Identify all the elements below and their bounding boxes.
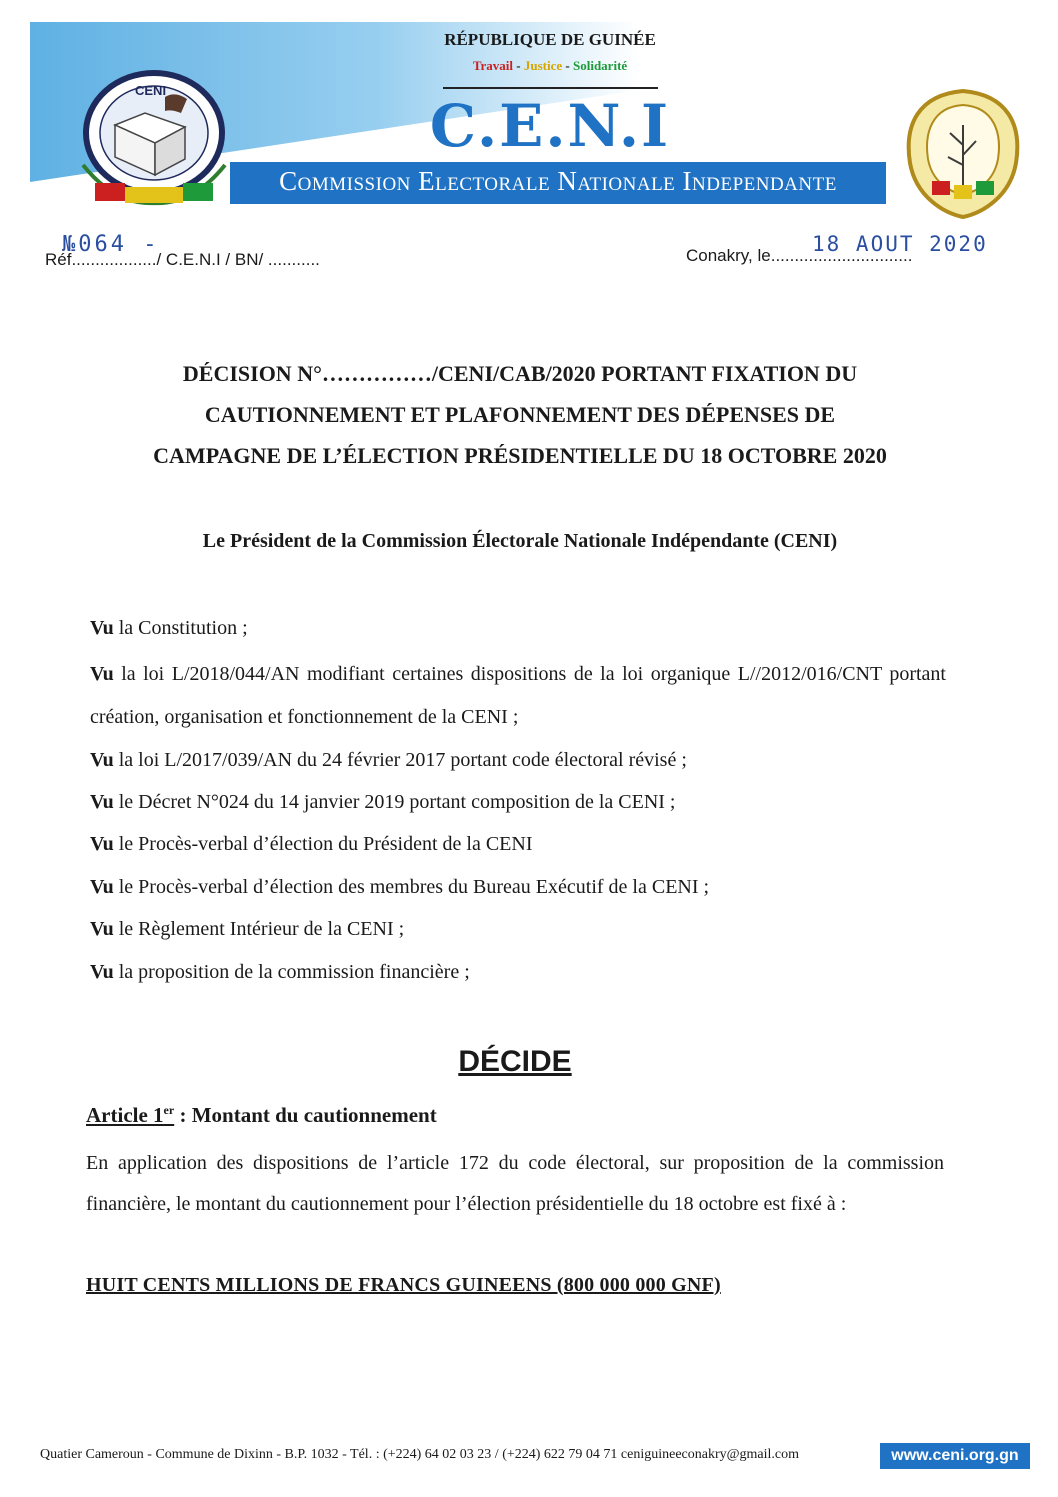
visa-pv-bureau: Vu le Procès-verbal d’élection des membres du Bureau Exécutif de la CENI ; xyxy=(90,876,710,898)
visa-decret: Vu le Décret N°024 du 14 janvier 2019 portant composition de la CENI ; xyxy=(90,791,676,813)
date-line: Conakry, le.............................. xyxy=(686,246,913,265)
president-heading: Le Président de la Commission Électorale Nationale Indépendante (CENI) xyxy=(202,530,838,552)
title-line-2: CAUTIONNEMENT ET PLAFONNEMENT DES DÉPENSES DE xyxy=(204,402,836,427)
motto-justice: Justice xyxy=(523,58,563,73)
decide-heading: DÉCIDE xyxy=(458,1045,572,1078)
visa-constitution: Vu la Constitution ; xyxy=(90,617,248,639)
ceni-acronym: C.E.N.I xyxy=(429,92,671,160)
footer-address: Quatier Cameroun - Commune de Dixinn - B.P. 1032 - Tél. : (+224) 64 02 03 23 / (+224) 622 79 04 71 ceniguineeconakry@gmail.com xyxy=(40,1447,800,1462)
commission-banner xyxy=(230,162,886,204)
decision-title xyxy=(90,353,950,476)
country-name: RÉPUBLIQUE DE GUINÉE xyxy=(444,30,656,49)
article-1-body: En application des dispositions de l’article 172 du code électoral, sur proposition de la commission financière, le montant du cautionnement pour l’élection présidentielle du 18 octobre est fixé à : xyxy=(86,1152,944,1215)
national-motto: Travail - Justice - Solidarité xyxy=(472,58,628,73)
cautionnement-amount: HUIT CENTS MILLIONS DE FRANCS GUINEENS (800 000 000 GNF) xyxy=(86,1274,721,1296)
reference-line: Réf................../ C.E.N.I / BN/ ........... xyxy=(45,250,320,269)
visa-reglement: Vu le Règlement Intérieur de la CENI ; xyxy=(90,918,405,940)
commission-name: Commission Electorale Nationale Independante xyxy=(279,166,837,196)
visa-loi-organique: Vu la loi L/2018/044/AN modifiant certaines dispositions de la loi organique L//2012/016/CNT portant création, organisation et fonctionnement de la CENI ; xyxy=(90,663,946,728)
header-rule xyxy=(443,87,658,89)
reference-number-stamp: №064 - xyxy=(62,232,160,257)
ceni-logo xyxy=(75,65,233,215)
visa-pv-president: Vu le Procès-verbal d’élection du Président de la CENI xyxy=(90,833,533,855)
date-stamp: 18 AOUT 2020 xyxy=(812,232,988,256)
title-line-1: DÉCISION N°……………/CENI/CAB/2020 PORTANT FIXATION DU xyxy=(182,361,858,386)
logo-ceni-label: CENI xyxy=(135,83,167,98)
article-1-label: Article 1er xyxy=(86,1103,175,1127)
motto-solidarite: Solidarité xyxy=(573,58,628,73)
visa-code-electoral: Vu la loi L/2017/039/AN du 24 février 2017 portant code électoral révisé ; xyxy=(90,749,687,771)
motto-travail: Travail xyxy=(472,58,514,73)
website-link[interactable]: www.ceni.org.gn xyxy=(880,1443,1030,1469)
title-line-3: CAMPAGNE DE L’ÉLECTION PRÉSIDENTIELLE DU 18 OCTOBRE 2020 xyxy=(153,443,887,468)
visa-commission-financiere: Vu la proposition de la commission financière ; xyxy=(90,961,470,983)
national-coat-of-arms xyxy=(898,85,1028,223)
article-1-title: Article 1er : Montant du cautionnement xyxy=(86,1103,437,1127)
